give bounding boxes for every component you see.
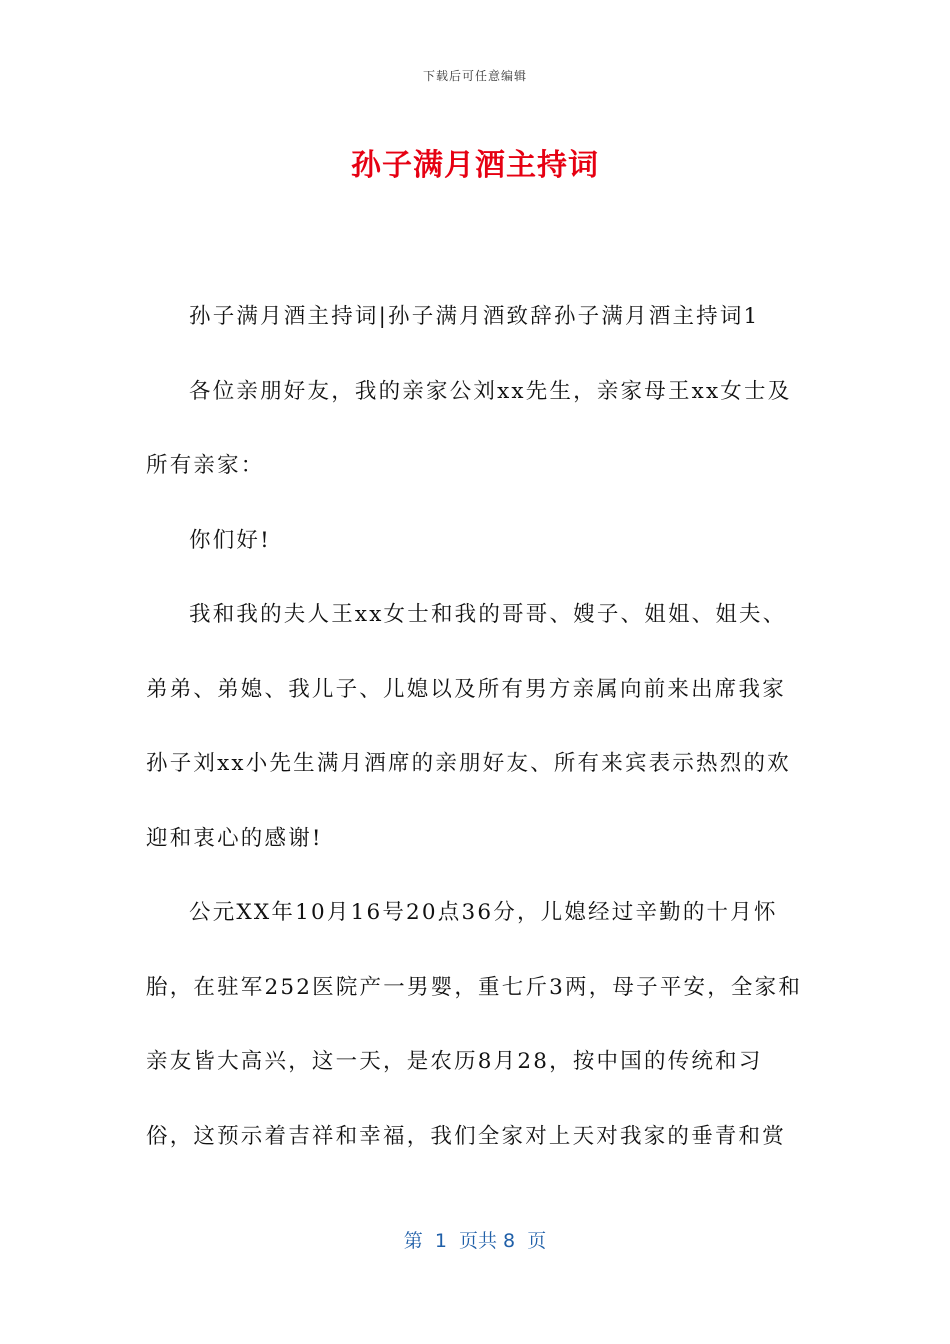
page-number: 第 1 页共 8 页 — [403, 1230, 547, 1252]
paragraph: 各位亲朋好友，我的亲家公刘xx先生，亲家母王xx女士及所有亲家： — [146, 378, 792, 478]
document-body — [146, 280, 806, 1174]
paragraph: 我和我的夫人王xx女士和我的哥哥、嫂子、姐姐、姐夫、弟弟、弟媳、我儿子、儿媳以及所有男方亲属向前来出席我家孙子刘xx小先生满月酒席的亲朋好友、所有来宾表示热烈的欢迎和衷心的感谢! — [146, 602, 791, 851]
paragraph: 你们好! — [189, 527, 271, 553]
paragraph: 孙子满月酒主持词|孙子满月酒致辞孙子满月酒主持词1 — [189, 304, 760, 329]
document-title: 孙子满月酒主持词 — [351, 148, 599, 183]
paragraph: 公元XX年10月16号20点36分，儿媳经过辛勤的十月怀胎，在驻军252医院产一男婴，重七斤3两，母子平安，全家和亲友皆大高兴，这一天，是农历8月28，按中国的传统和习俗，这预示着吉祥和幸福，我们全家对上天对我家的垂青和赏 — [146, 900, 803, 1149]
header-note: 下载后可任意编辑 — [422, 69, 527, 83]
